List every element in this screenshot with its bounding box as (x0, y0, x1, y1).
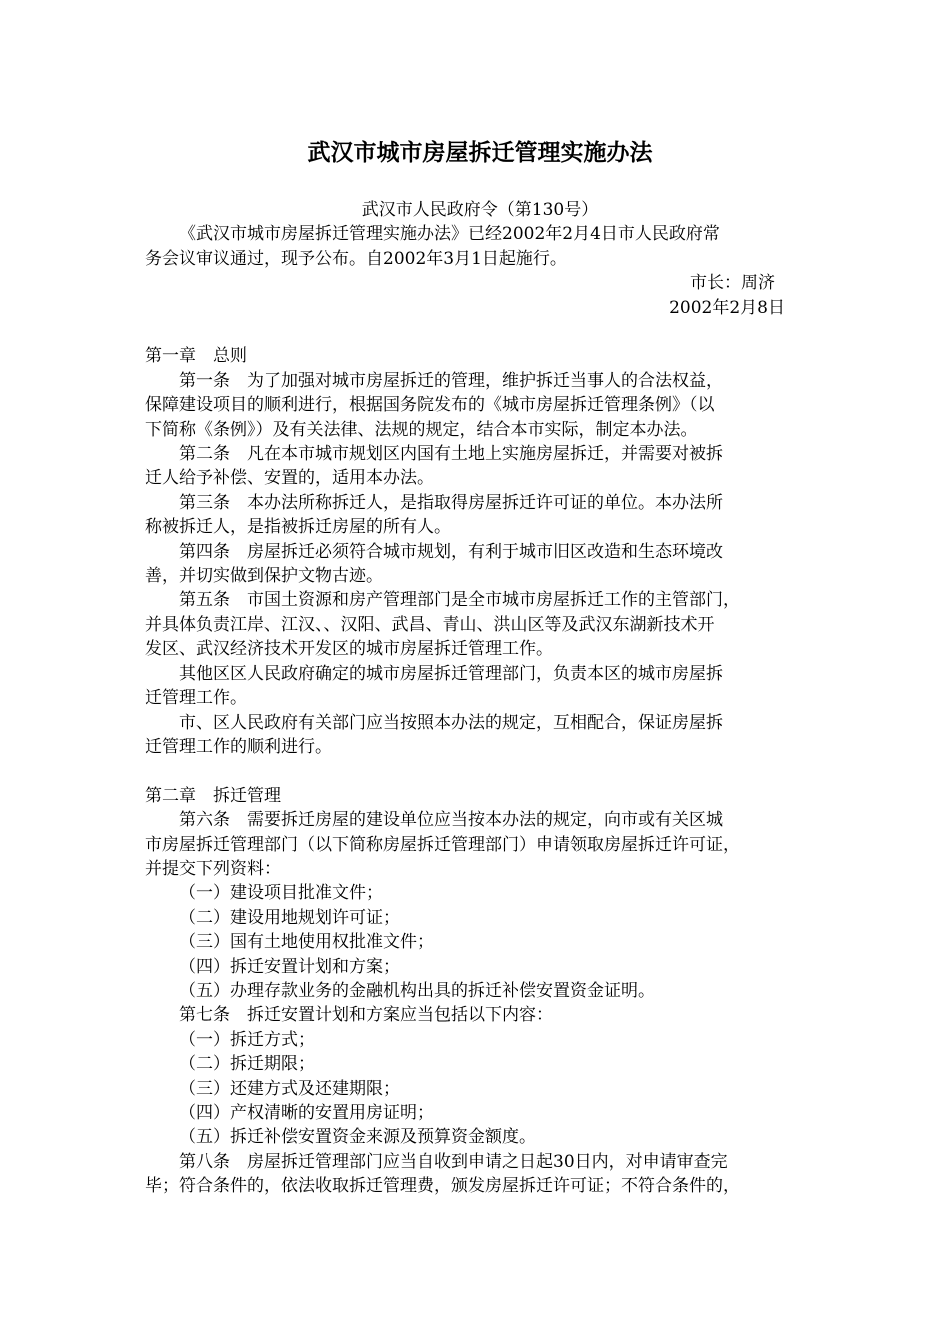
text-line: 并具体负责江岸、江汉、、汉阳、武昌、青山、洪山区等及武汉东湖新技术开 (145, 614, 715, 635)
text-line: （四）拆迁安置计划和方案； (179, 956, 400, 977)
text-line: （二）建设用地规划许可证； (179, 907, 400, 928)
text-line: 第八条 房屋拆迁管理部门应当自收到申请之日起30日内，对申请审查完 (179, 1151, 728, 1172)
text-line: 迁管理工作。 (145, 688, 247, 709)
text-line: （一）拆迁方式； (179, 1029, 315, 1050)
text-line: 第四条 房屋拆迁必须符合城市规划，有利于城市旧区改造和生态环境改 (179, 541, 723, 562)
spacer (145, 759, 815, 783)
spacer (145, 320, 815, 344)
text-line: 毕；符合条件的，依法收取拆迁管理费，颁发房屋拆迁许可证；不符合条件的， (145, 1176, 740, 1197)
text-line: 发区、武汉经济技术开发区的城市房屋拆迁管理工作。 (145, 639, 553, 660)
document-page (145, 128, 815, 1199)
text-line: 第七条 拆迁安置计划和方案应当包括以下内容： (179, 1005, 553, 1026)
chapter-2-heading: 第二章 拆迁管理 (145, 785, 281, 806)
issue-date: 2002年2月8日 (669, 297, 785, 318)
document-title: 武汉市城市房屋拆迁管理实施办法 (307, 140, 653, 166)
text-line: 其他区区人民政府确定的城市房屋拆迁管理部门，负责本区的城市房屋拆 (179, 663, 723, 684)
text-line: （三）还建方式及还建期限； (179, 1078, 400, 1099)
text-line: 市、区人民政府有关部门应当按照本办法的规定，互相配合，保证房屋拆 (179, 712, 723, 733)
text-line: 并提交下列资料： (145, 858, 281, 879)
text-line: 第三条 本办法所称拆迁人，是指取得房屋拆迁许可证的单位。本办法所 (179, 492, 723, 513)
chapter-1-body (145, 369, 815, 760)
text-line: （三）国有土地使用权批准文件； (179, 932, 434, 953)
text-line: （二）拆迁期限； (179, 1054, 315, 1075)
text-line: 第六条 需要拆迁房屋的建设单位应当按本办法的规定，向市或有关区城 (179, 810, 723, 831)
text-line: 市房屋拆迁管理部门（以下简称房屋拆迁管理部门）申请领取房屋拆迁许可证， (145, 834, 740, 855)
text-line: 善，并切实做到保护文物古迹。 (145, 566, 383, 587)
preamble-line-1: 《武汉市城市房屋拆迁管理实施办法》已经2002年2月4日市人民政府常 (179, 224, 720, 245)
text-line: （一）建设项目批准文件； (179, 883, 383, 904)
signature: 市长：周济 (690, 273, 775, 294)
chapter-2-body (145, 808, 815, 1199)
text-line: （四）产权清晰的安置用房证明； (179, 1103, 434, 1123)
text-line: 称被拆迁人，是指被拆迁房屋的所有人。 (145, 517, 451, 538)
text-line: （五）拆迁补偿安置资金来源及预算资金额度。 (179, 1127, 536, 1148)
order-number: 武汉市人民政府令（第130号） (361, 200, 599, 220)
text-line: 迁管理工作的顺利进行。 (145, 736, 332, 757)
text-line: 迁人给予补偿、安置的，适用本办法。 (145, 468, 434, 489)
text-line: 第五条 市国土资源和房产管理部门是全市城市房屋拆迁工作的主管部门， (179, 590, 740, 611)
text-line: 第一条 为了加强对城市房屋拆迁的管理，维护拆迁当事人的合法权益， (179, 370, 723, 391)
text-line: 保障建设项目的顺利进行，根据国务院发布的《城市房屋拆迁管理条例》（以 (145, 395, 715, 416)
text-line: （五）办理存款业务的金融机构出具的拆迁补偿安置资金证明。 (179, 980, 655, 1001)
chapter-1-heading: 第一章 总则 (145, 346, 247, 367)
preamble-line-2: 务会议审议通过，现予公布。自2002年3月1日起施行。 (145, 248, 567, 269)
text-line: 第二条 凡在本市城市规划区内国有土地上实施房屋拆迁，并需要对被拆 (179, 444, 723, 465)
text-line: 下简称《条例》）及有关法律、法规的规定，结合本市实际，制定本办法。 (145, 419, 698, 440)
